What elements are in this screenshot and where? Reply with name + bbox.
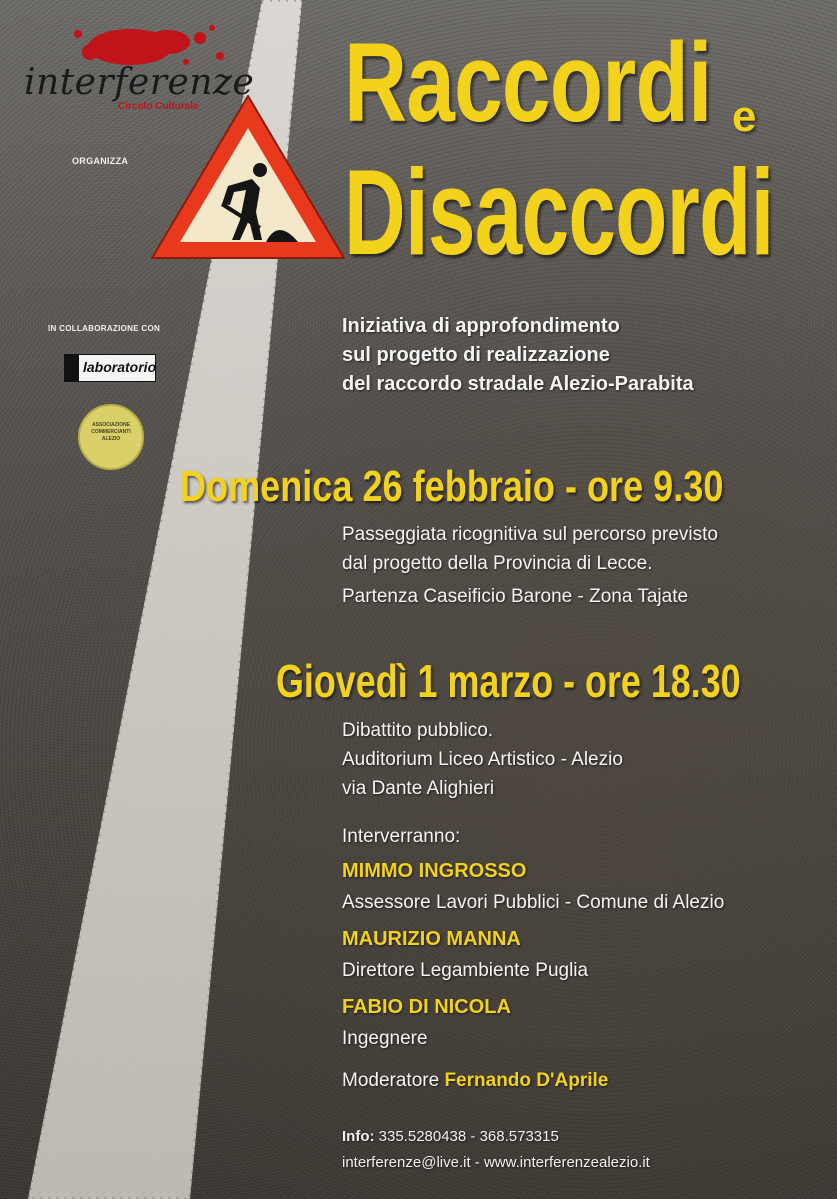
intro-line: Iniziativa di approfondimento: [342, 315, 620, 337]
collab-label: IN COLLABORAZIONE CON: [48, 324, 161, 333]
event2-details: [342, 716, 623, 803]
intro-line: del raccordo stradale Alezio-Parabita: [342, 373, 694, 395]
title-line1: Raccordi: [344, 20, 712, 145]
moderator-label: Moderatore: [342, 1070, 440, 1091]
event1-line: Passeggiata ricognitiva sul percorso previsto: [342, 524, 718, 545]
event1-line: Partenza Caseificio Barone - Zona Tajate: [342, 586, 689, 607]
partner-logo-mark: [65, 355, 79, 381]
partner-line: COMMERCIANTI: [91, 429, 131, 435]
event2-line: Dibattito pubblico.: [342, 720, 494, 741]
speaker-name: FABIO DI NICOLA: [342, 996, 511, 1018]
speaker-role: Assessore Lavori Pubblici - Comune di Alezio: [342, 892, 725, 913]
speakers-label: Interverranno:: [342, 826, 461, 847]
event2-line: via Dante Alighieri: [342, 778, 495, 799]
moderator-name: Fernando D'Aprile: [444, 1070, 609, 1091]
logo-subtitle: Circolo Culturale: [118, 101, 199, 112]
title-line2: Disaccordi: [344, 144, 774, 280]
event1-line: dal progetto della Provincia di Lecce.: [342, 553, 653, 574]
speaker-role: Ingegnere: [342, 1028, 428, 1049]
title-connector: e: [732, 92, 757, 141]
speaker-name: MAURIZIO MANNA: [342, 928, 521, 950]
partner-logo-commercianti: [78, 404, 144, 470]
speaker-role: Direttore Legambiente Puglia: [342, 960, 589, 981]
contact-phones-line: [342, 1128, 559, 1145]
event1-details: [342, 520, 718, 611]
partner-line: ALEZIO: [101, 436, 121, 442]
partner-name: laboratorio: [83, 359, 157, 375]
partner-text: [82, 422, 140, 443]
partner-line: ASSOCIAZIONE: [91, 422, 131, 428]
intro-line: sul progetto di realizzazione: [342, 344, 610, 366]
partner-logo-laboratorio: [64, 354, 156, 382]
event2-line: Auditorium Liceo Artistico - Alezio: [342, 749, 623, 770]
intro-text: [342, 312, 694, 399]
moderator-line: [342, 1066, 608, 1095]
event2-heading: Giovedì 1 marzo - ore 18.30: [276, 655, 741, 707]
road-work-sign-icon: [148, 92, 348, 264]
contact-email-web: interferenze@live.it - www.interferenzealezio.it: [342, 1154, 650, 1171]
organizza-label: ORGANIZZA: [72, 156, 129, 166]
info-label: Info:: [342, 1128, 375, 1145]
speaker-name: MIMMO INGROSSO: [342, 860, 527, 882]
event1-heading: Domenica 26 febbraio - ore 9.30: [180, 462, 724, 511]
logo-name: interferenze: [24, 62, 255, 103]
contact-phones: 335.5280438 - 368.573315: [378, 1128, 559, 1145]
